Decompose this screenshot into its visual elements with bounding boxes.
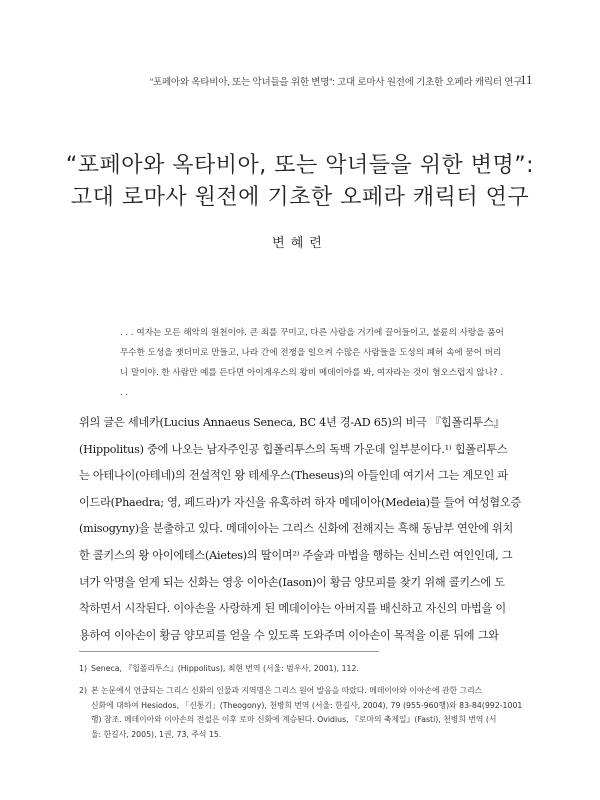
footnote-line: 울: 한길사, 2005), 1권, 73, 주석 15. bbox=[91, 729, 222, 739]
paper-title-line-2: 고대 로마사 원전에 기초한 오페라 캐릭터 연구 bbox=[70, 185, 530, 210]
author-name: 변혜련 bbox=[272, 236, 328, 251]
footnotes bbox=[79, 662, 521, 744]
epigraph-line: 니 말이야. 한 사람만 예를 든다면 아이게우스의 왕비 메데이아를 봐, 여자라는 것이 혐오스럽지 않나? . bbox=[120, 368, 504, 378]
footnote bbox=[79, 684, 521, 742]
footnote-mark: 2) bbox=[79, 686, 88, 696]
footnote-line: 본 논문에서 언급되는 그리스 신화의 인물과 지역명은 그리스 원어 발음을 따랐다. 메데이아와 이아손에 관한 그리스 bbox=[91, 686, 483, 696]
body-line: 이드라(Phaedra; 영, 페드라)가 자신을 유혹하려 하자 메데이아(Medeia)를 들어 여성혐오증 bbox=[79, 495, 521, 509]
footnote-text bbox=[91, 662, 521, 676]
body-line: (misogyny)을 분출하고 있다. 메데이아는 그리스 신화에 전해지는 흑해 동남부 연안에 위치 bbox=[79, 522, 514, 536]
footnote-line: Seneca, 『힙폴리투스』(Hippolitus), 최현 번역 (서울: 범우사, 2001), 112. bbox=[91, 664, 359, 673]
footnote-text bbox=[91, 684, 522, 742]
epigraph-line: . . bbox=[120, 388, 129, 398]
running-header: “포페아와 옥타비아, 또는 악녀들을 위한 변명”: 고대 로마사 원전에 기초한 오페라 캐릭터 연구 bbox=[150, 77, 523, 88]
footnote-line: 행) 참조. 메데이아와 이아손의 전설은 이후 로마 신화에 계승된다. Ovidius, 『로마의 축제일』(Fasti), 천병희 번역 (서 bbox=[91, 715, 497, 725]
footnote-divider bbox=[79, 651, 379, 652]
page-number: 11 bbox=[520, 72, 533, 87]
footnote-line: 신화에 대하여 Hesiodos, 「신통기」(Theogony), 천병희 번역 (서울: 한길사, 2004), 79 (955-960행)와 83-84(992-1001 bbox=[91, 700, 523, 710]
footnote-mark: 1) bbox=[79, 664, 88, 673]
body-line: (Hippolitus) 중에 나오는 남자주인공 힙폴리투스의 독백 가운데 일부분이다.¹⁾ 힙폴리투스 bbox=[79, 442, 508, 456]
body-line: 위의 글은 세네카(Lucius Annaeus Seneca, BC 4년 경-AD 65)의 비극 『힙폴리투스』 bbox=[79, 416, 505, 429]
body-line: 는 아테나이(아테네)의 전설적인 왕 테세우스(Theseus)의 아들인데 여기서 그는 계모인 파 bbox=[79, 469, 508, 483]
epigraph bbox=[120, 323, 510, 403]
body-line: 착하면서 시작된다. 이아손을 사랑하게 된 메데이아는 아버지를 배신하고 자신의 마법을 이 bbox=[79, 602, 506, 616]
body-paragraph bbox=[79, 410, 521, 649]
body-line: 한 콜키스의 왕 아이에테스(Aietes)의 딸이며²⁾ 주술과 마법을 행하는 신비스런 여인인데, 그 bbox=[79, 548, 513, 562]
paper-title-line-1: “포페아와 옥타비아, 또는 악녀들을 위한 변명”: bbox=[65, 153, 535, 178]
epigraph-line: 무수한 도성을 잿더미로 만들고, 나라 간에 전쟁을 일으켜 수많은 사람들을 도성의 폐허 속에 묻어 버리 bbox=[120, 348, 502, 358]
epigraph-line: . . . 여자는 모든 해악의 원천이야. 큰 죄를 꾸미고, 다른 사람을 거기에 끌어들이고, 불륜의 사랑을 품어 bbox=[120, 328, 504, 338]
body-line: 용하여 이아손이 황금 양모피를 얻을 수 있도록 도와주며 이아손이 목적을 이룬 뒤에 그와 bbox=[79, 628, 499, 642]
body-line: 녀가 악명을 얻게 되는 신화는 영웅 이아손(Iason)이 황금 양모피를 찾기 위해 콜키스에 도 bbox=[79, 575, 505, 589]
footnote bbox=[79, 662, 521, 676]
